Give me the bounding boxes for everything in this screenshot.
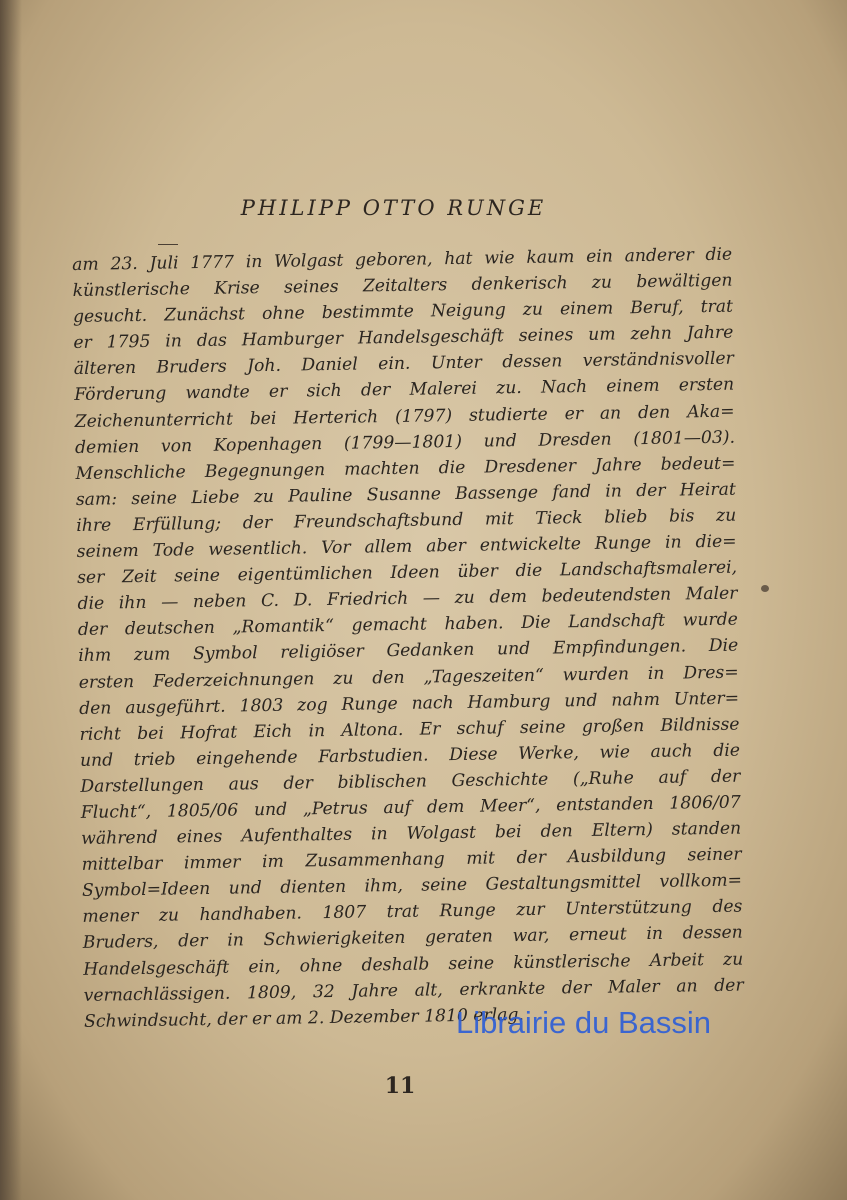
text-line: seinem Tode wesentlich. Vor allem aber entwickelte Runge in die=	[76, 531, 737, 562]
text-line: Menschliche Begegnungen machten die Dresdener Jahre bedeut=	[75, 453, 736, 484]
text-line: Schwindsucht, der er am 2. Dezember 1810 erlag.	[83, 1004, 525, 1032]
text-line: die ihn — neben C. D. Friedrich — zu dem bedeutendsten Maler	[77, 583, 738, 615]
text-line: ersten Federzeichnungen zu den „Tageszeiten“ wurden in Dres=	[78, 662, 739, 693]
text-line: Förderung wandte er sich der Malerei zu. Nach einem ersten	[74, 375, 735, 406]
text-line: vernachlässigen. 1809, 32 Jahre alt, erkrankte der Maler an der	[83, 975, 744, 1006]
text-line: demien von Kopenhagen (1799—1801) und Dresden (1801—03).	[74, 427, 736, 458]
text-line: ser Zeit seine eigentümlichen Ideen über die Landschaftsmalerei,	[76, 557, 738, 589]
text-line: ihm zum Symbol religiöser Gedanken und Empfindungen. Die	[78, 635, 739, 667]
text-line: Bruders, der in Schwierigkeiten geraten war, erneut in dessen	[82, 922, 743, 954]
text-line: den ausgeführt. 1803 zog Runge nach Hamburg und nahm Unter=	[79, 688, 740, 719]
text-line: richt bei Hofrat Eich in Altona. Er schuf seine großen Bildnisse	[79, 714, 740, 745]
text-line: älteren Bruders Joh. Daniel ein. Unter dessen verständnisvoller	[73, 348, 734, 380]
text-line: er 1795 in das Hamburger Handelsgeschäft seines um zehn Jahre	[73, 322, 734, 354]
watermark: Librairie du Bassin	[456, 1005, 712, 1040]
text-line: mittelbar immer im Zusammenhang mit der Ausbildung seiner	[81, 844, 742, 876]
page-title: PHILIPP OTTO RUNGE	[240, 196, 547, 220]
text-line: Darstellungen aus der biblischen Geschichte („Ruhe auf der	[80, 766, 741, 797]
text-line: Handelsgeschäft ein, ohne deshalb seine künstlerische Arbeit zu	[83, 949, 744, 980]
text-line: der deutschen „Romantik“ gemacht haben. Die Landschaft wurde	[77, 609, 739, 641]
text-line: während eines Aufenthaltes in Wolgast bei den Eltern) standen	[81, 818, 742, 849]
text-line: künstlerische Krise seines Zeitalters denkerisch zu bewältigen	[72, 270, 733, 302]
page-number: 11	[384, 1073, 416, 1099]
text-line: gesucht. Zunächst ohne bestimmte Neigung zu einem Beruf, trat	[72, 296, 734, 328]
body-paragraph	[72, 242, 744, 1035]
paper-speck	[761, 585, 769, 592]
text-line: am 23. Juli 1777 in Wolgast geboren, hat wie kaum ein anderer die	[72, 244, 733, 275]
text-line: mener zu handhaben. 1807 trat Runge zur Unterstützung des	[82, 896, 743, 928]
text-line: sam: seine Liebe zu Pauline Susanne Bassenge fand in der Heirat	[75, 479, 736, 510]
title-rule	[158, 244, 178, 245]
page-shadow-edge	[0, 0, 22, 1200]
text-line: ihre Erfüllung; der Freundschaftsbund mit Tieck blieb bis zu	[76, 505, 737, 536]
text-line: Symbol=Ideen und dienten ihm, seine Gestaltungsmittel vollkom=	[81, 870, 743, 902]
text-line: Flucht“, 1805/06 und „Petrus auf dem Meer“, entstanden 1806/07	[80, 792, 741, 823]
text-line: und trieb eingehende Farbstudien. Diese Werke, wie auch die	[79, 740, 741, 771]
text-line: Zeichenunterricht bei Herterich (1797) studierte er an den Aka=	[74, 401, 735, 432]
